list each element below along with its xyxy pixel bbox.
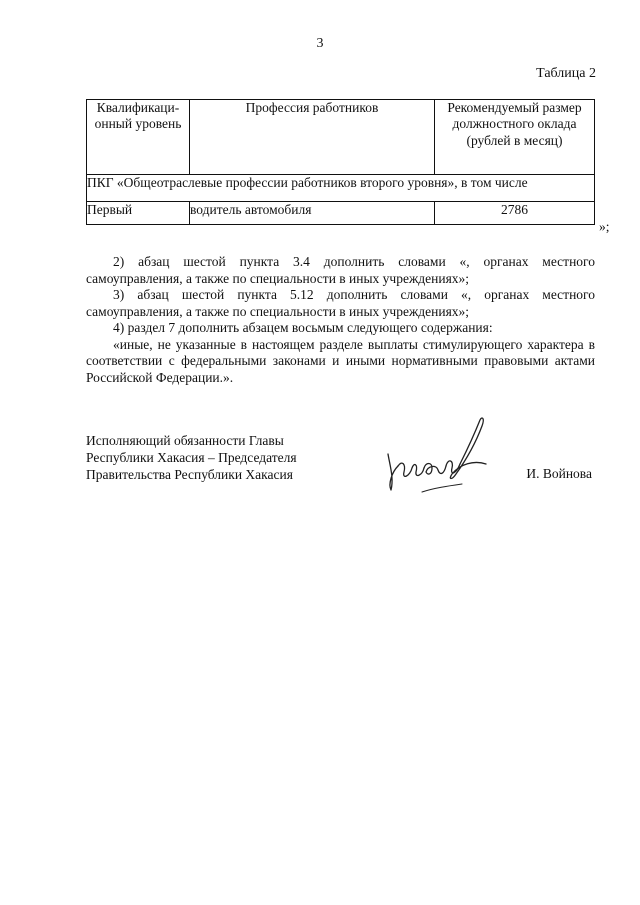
amendment-text — [86, 254, 595, 386]
header-line: Профессия работников — [245, 100, 379, 115]
paragraph: 2) абзац шестой пункта 3.4 дополнить словами «, органах местного самоуправления, а также по специальности в иных учреждениях»; — [86, 254, 595, 286]
position-line: Правительства Республики Хакасия — [86, 467, 293, 482]
paragraph: «иные, не указанные в настоящем разделе выплаты стимулирующего характера в соответствии с федеральными законами и иными нормативными правовыми актами Российской Федерации.». — [86, 336, 595, 385]
table-row — [87, 202, 595, 225]
cell-level: Первый — [87, 202, 190, 225]
table-header-row — [87, 100, 595, 175]
header-line: (рублей в месяц) — [466, 132, 563, 148]
page-number: 3 — [316, 36, 324, 51]
header-line: Рекомендуемый размер — [447, 100, 582, 115]
paragraph: 3) абзац шестой пункта 5.12 дополнить словами «, органах местного самоуправления, а также по специальности в иных учреждениях»; — [86, 287, 595, 319]
header-qualification-level — [87, 100, 190, 175]
handwritten-signature — [382, 414, 492, 498]
header-line: Квалификаци- — [96, 100, 180, 115]
position-line: Исполняющий обязанности Главы — [86, 433, 284, 448]
header-salary — [435, 100, 595, 175]
paragraph: 4) раздел 7 дополнить абзацем восьмым следующего содержания: — [113, 320, 493, 335]
cell-profession: водитель автомобиля — [190, 202, 435, 225]
cell-salary: 2786 — [435, 202, 595, 225]
salary-table — [86, 99, 595, 225]
signer-name: И. Войнова — [526, 466, 592, 481]
position-line: Республики Хакасия – Председателя — [86, 450, 297, 465]
table-caption: Таблица 2 — [536, 66, 596, 81]
salary-table-wrapper — [86, 99, 595, 225]
header-line: должностного оклада — [452, 116, 577, 132]
signatory-position — [86, 432, 297, 483]
professional-group-title: ПКГ «Общеотраслевые профессии работников второго уровня», в том числе — [87, 175, 595, 202]
header-line: онный уровень — [94, 116, 182, 132]
header-profession — [190, 100, 435, 175]
table-group-row — [87, 175, 595, 202]
table-closing-quote: »; — [599, 219, 610, 234]
